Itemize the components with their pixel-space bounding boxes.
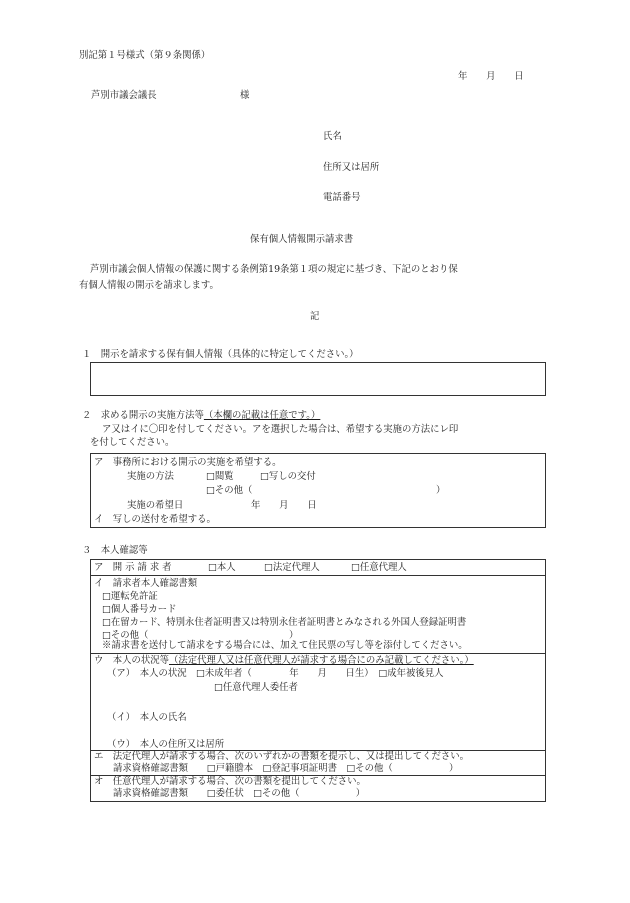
preferred-date-label: 実施の希望日 (127, 500, 184, 511)
requester-type-label: ア 開 示 請 求 者 (94, 562, 172, 573)
id-doc-mail-note: ※請求書を送付して請求をする場合には、加えて住民票の写し等を添付してください。 (102, 640, 468, 651)
person-status-voluntary[interactable]: □任意代理人委任者 (214, 682, 298, 693)
method-label: 実施の方法 (127, 471, 174, 482)
preferred-date-format: 年 月 日 (251, 500, 317, 511)
person-status-label: ウ 本人の状況等 (94, 655, 170, 666)
ki-heading: 記 (310, 311, 320, 322)
person-status-note: （法定代理人又は任意代理人が請求する場合にのみ記載してください。） (169, 655, 474, 666)
option-b[interactable]: イ 写しの送付を希望する。 (94, 514, 216, 525)
intro-line-1: 芦別市議会個人情報の保護に関する条例第19条第１項の規定に基づき、下記のとおり保 (90, 264, 458, 275)
legal-agent-documents[interactable]: 請求資格確認書類 □戸籍謄本 □登記事項証明書 □その他（ ） (113, 763, 459, 774)
section2-optional-note: （本欄の記載は任意です。） (203, 410, 321, 421)
option-a[interactable]: ア 事務所における開示の実施を希望する。 (94, 457, 282, 468)
section2-heading-text: ２ 求める開示の実施方法等 (82, 410, 204, 421)
date-line: 年 月 日 (458, 71, 524, 82)
method-other-close: ） (436, 485, 446, 496)
document-title: 保有個人情報開示請求書 (250, 234, 354, 245)
person-address-label: （ウ） 本人の住所又は居所 (107, 739, 225, 750)
honorific: 様 (240, 90, 250, 101)
person-status-line[interactable]: （ア） 本人の状況 □未成年者（ 年 月 日生） □成年被後見人 (107, 668, 444, 679)
method-other-checkbox[interactable]: □その他（ (206, 485, 253, 496)
requester-voluntary-checkbox[interactable]: □任意代理人 (351, 562, 407, 573)
person-name-label: （イ） 本人の氏名 (107, 712, 187, 723)
legal-agent-instruction: エ 法定代理人が請求する場合、次のいずれかの書類を提示し、又は提出してください。 (94, 751, 470, 762)
requester-legal-checkbox[interactable]: □法定代理人 (264, 562, 320, 573)
form-number: 別記第１号様式（第９条関係） (79, 50, 211, 61)
person-status-heading (94, 655, 474, 667)
id-doc-mynumber[interactable]: □個人番号カード (102, 604, 177, 615)
id-documents-title: イ 請求者本人確認書類 (94, 578, 198, 589)
requester-self-checkbox[interactable]: □本人 (208, 562, 236, 573)
section3-heading: ３ 本人確認等 (82, 545, 148, 556)
section2-heading (82, 410, 320, 422)
section1-input-box[interactable] (90, 362, 546, 396)
voluntary-agent-documents[interactable]: 請求資格確認書類 □委任状 □その他（ ） (113, 788, 366, 799)
section2-note-line-2: を付してください。 (90, 437, 175, 448)
phone-label: 電話番号 (323, 192, 361, 203)
name-label: 氏名 (323, 131, 342, 142)
addressee: 芦別市議会議長 (91, 90, 157, 101)
method-view-checkbox[interactable]: □閲覧 (206, 471, 234, 482)
row-divider-a (90, 575, 546, 576)
section2-note-line-1: ア又はイに〇印を付してください。アを選択した場合は、希望する実施の方法にレ印 (102, 424, 459, 435)
id-doc-residence-card[interactable]: □在留カード、特別永住者証明書又は特別永住者証明書とみなされる外国人登録証明書 (102, 617, 467, 628)
section1-heading: １ 開示を請求する保有個人情報（具体的に特定してください。） (82, 349, 359, 360)
id-doc-license[interactable]: □運転免許証 (102, 591, 158, 602)
method-copy-checkbox[interactable]: □写しの交付 (260, 471, 316, 482)
row-divider-b (90, 653, 546, 654)
id-doc-other[interactable]: □その他（ ） (102, 630, 299, 641)
intro-line-2: 有個人情報の開示を請求します。 (79, 280, 219, 291)
voluntary-agent-instruction: オ 任意代理人が請求する場合、次の書類を提出してください。 (94, 776, 366, 787)
address-label: 住所又は居所 (323, 162, 380, 173)
